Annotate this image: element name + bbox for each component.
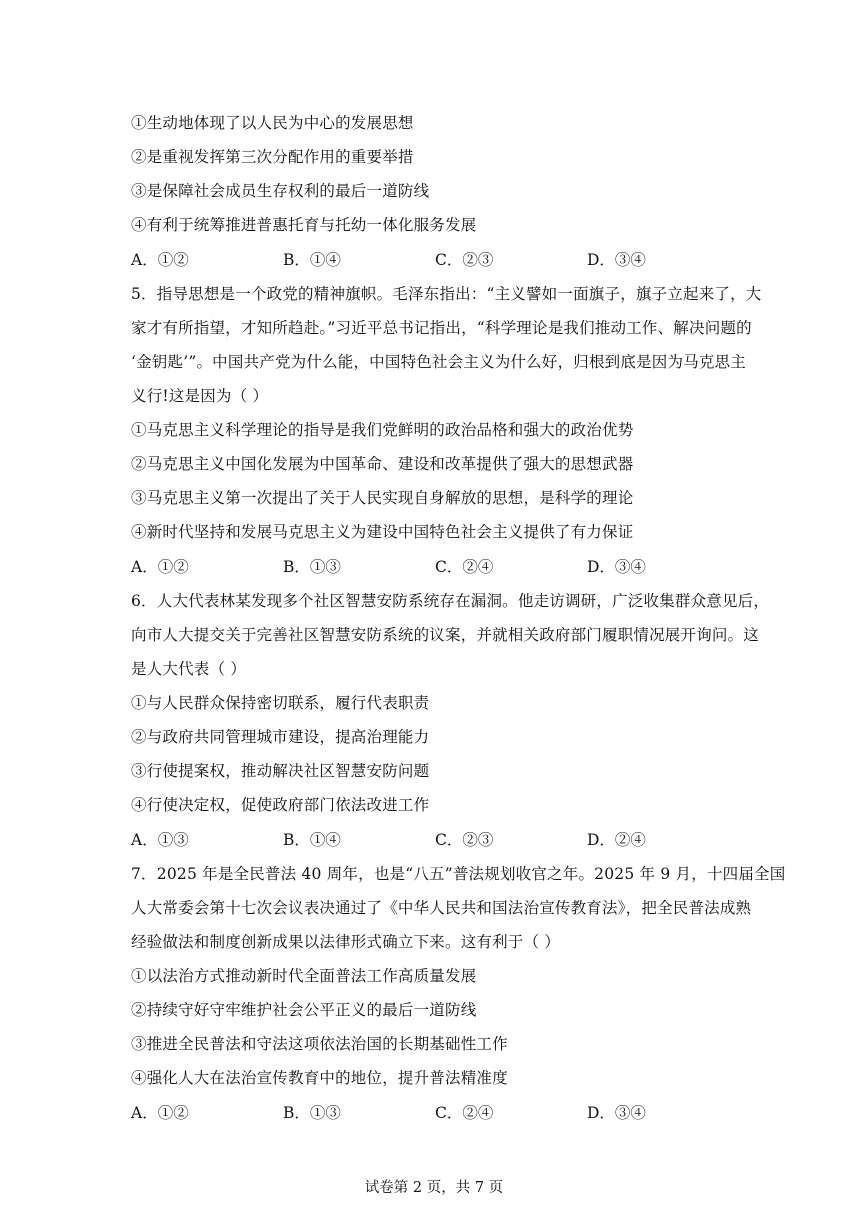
q5-item-4: ④新时代坚持和发展马克思主义为建设中国特色社会主义提供了有力保证 (131, 523, 634, 541)
q7-stem-line-2: 人大常委会第十七次会议表决通过了《中华人民共和国法治宣传教育法》，把全民普法成熟 (131, 899, 752, 917)
q4-item-1: ①生动地体现了以人民为中心的发展思想 (131, 114, 414, 132)
q4-item-3: ③是保障社会成员生存权利的最后一道防线 (131, 182, 430, 200)
q4-item-2: ②是重视发挥第三次分配作用的重要举措 (131, 148, 414, 166)
q5-option-a: A．①② (131, 558, 189, 576)
q4-option-d: D．③④ (587, 251, 646, 269)
q7-option-a: A．①② (131, 1104, 189, 1122)
q5-item-2: ②马克思主义中国化发展为中国革命、建设和改革提供了强大的思想武器 (131, 455, 634, 473)
q6-option-d: D．②④ (587, 831, 646, 849)
q7-stem-line-3: 经验做法和制度创新成果以法律形式确立下来。这有利于（ ） (131, 933, 561, 951)
q7-options (131, 1103, 771, 1123)
q5-stem-line-2: 家才有所指望，才知所趋赴。”习近平总书记指出，“科学理论是我们推动工作、解决问题的 (131, 319, 752, 337)
q6-item-1: ①与人民群众保持密切联系，履行代表职责 (131, 694, 430, 712)
q5-stem-line-3: ‘金钥匙’”。中国共产党为什么能，中国特色社会主义为什么好，归根到底是因为马克思主 (131, 353, 746, 371)
q5-stem-line-1: 5．指导思想是一个政党的精神旗帜。毛泽东指出：“主义譬如一面旗子，旗子立起来了，大 (131, 285, 762, 303)
q6-item-4: ④行使决定权，促使政府部门依法改进工作 (131, 796, 430, 814)
q6-option-b: B．①④ (283, 831, 341, 849)
q6-stem-line-3: 是人大代表（ ） (131, 660, 247, 678)
q5-stem-line-4: 义行!这是因为（ ） (131, 387, 269, 405)
q7-option-b: B．①③ (283, 1104, 341, 1122)
q4-option-c: C．②③ (435, 251, 494, 269)
q6-stem-line-2: 向市人大提交关于完善社区智慧安防系统的议案，并就相关政府部门履职情况展开询问。这 (131, 626, 760, 644)
q6-item-2: ②与政府共同管理城市建设，提高治理能力 (131, 728, 430, 746)
q6-stem-line-1: 6．人大代表林某发现多个社区智慧安防系统存在漏洞。他走访调研，广泛收集群众意见后， (131, 592, 770, 610)
q4-options (131, 250, 771, 270)
q5-option-c: C．②④ (435, 558, 494, 576)
q7-option-d: D．③④ (587, 1104, 646, 1122)
q6-item-3: ③行使提案权，推动解决社区智慧安防问题 (131, 762, 430, 780)
q6-options (131, 830, 771, 850)
q7-option-c: C．②④ (435, 1104, 494, 1122)
q4-option-a: A．①② (131, 251, 189, 269)
q6-option-a: A．①③ (131, 831, 189, 849)
q6-option-c: C．②③ (435, 831, 494, 849)
q7-item-3: ③推进全民普法和守法这项依法治国的长期基础性工作 (131, 1035, 508, 1053)
q5-item-1: ①马克思主义科学理论的指导是我们党鲜明的政治品格和强大的政治优势 (131, 421, 634, 439)
q4-item-4: ④有利于统筹推进普惠托育与托幼一体化服务发展 (131, 216, 477, 234)
q5-option-d: D．③④ (587, 558, 646, 576)
q4-option-b: B．①④ (283, 251, 341, 269)
q5-option-b: B．①③ (283, 558, 341, 576)
page-footer: 试卷第 2 页，共 7 页 (364, 1180, 504, 1196)
q7-item-4: ④强化人大在法治宣传教育中的地位，提升普法精准度 (131, 1069, 508, 1087)
q7-item-1: ①以法治方式推动新时代全面普法工作高质量发展 (131, 967, 477, 985)
q7-stem-line-1: 7．2025 年是全民普法 40 周年，也是“八五”普法规划收官之年。2025 年 9 月，十四届全国 (131, 865, 786, 883)
q7-item-2: ②持续守好守牢维护社会公平正义的最后一道防线 (131, 1001, 477, 1019)
q5-item-3: ③马克思主义第一次提出了关于人民实现自身解放的思想，是科学的理论 (131, 489, 634, 507)
q5-options (131, 557, 771, 577)
